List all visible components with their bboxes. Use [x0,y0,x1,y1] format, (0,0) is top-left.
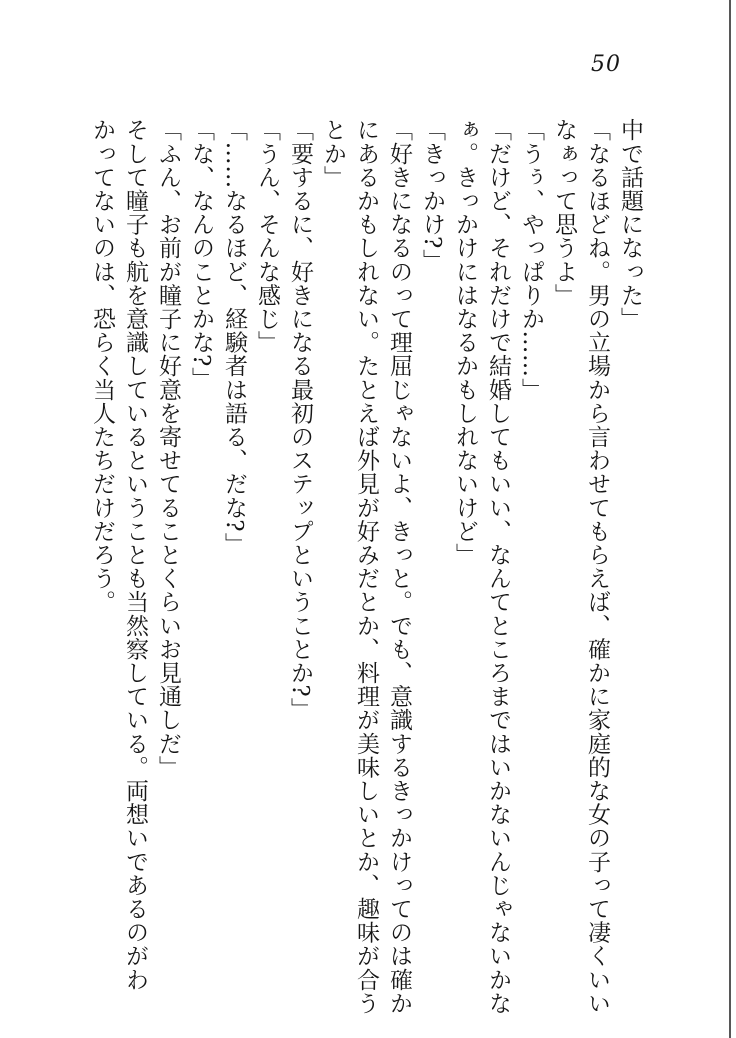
text-column: 「……なるほど、経験者は語る、だな?」 [221,118,247,556]
page-edge-line [729,0,731,1038]
text-column: 「うん、そんな感じ」 [254,118,280,354]
text-column: かってないのは、恐らく当人たちだけだろう。 [89,118,115,614]
text-column: なぁって思うよ」 [551,118,577,307]
text-column: 「な、なんのことかな?」 [188,118,214,391]
text-column: 「なるほどね。男の立場から言わせてもらえば、確かに家庭的な女の子って凄くいい [584,118,610,1015]
text-column: 「好きになるのって理屈じゃないよ、きっと。でも、意識するきっかけってのは確か [386,118,412,1015]
page-number: 50 [591,52,621,77]
text-column: 「要するに、好きになる最初のステップということか?」 [287,118,313,721]
text-column: とか」 [320,118,346,189]
text-column: 「ふん、お前が瞳子に好意を寄せてることくらいお見通しだ」 [155,118,181,779]
page-text [85,118,646,1015]
text-column: にあるかもしれない。たとえば外見が好みだとか、料理が美味しいとか、趣味が合う [353,118,379,1015]
text-column: 「うぅ、やっぱりか……」 [518,118,544,402]
text-column: 中で話題になった」 [617,118,643,331]
text-column: そして瞳子も航を意識しているということも当然察している。両想いであるのがわ [122,118,148,992]
text-column: 「きっかけ?」 [419,118,445,273]
text-column: ぁ。きっかけにはなるかもしれないけど」 [452,118,478,567]
text-column: 「だけど、それだけで結婚してもいい、なんてところまではいかないんじゃないかな [485,118,511,1015]
